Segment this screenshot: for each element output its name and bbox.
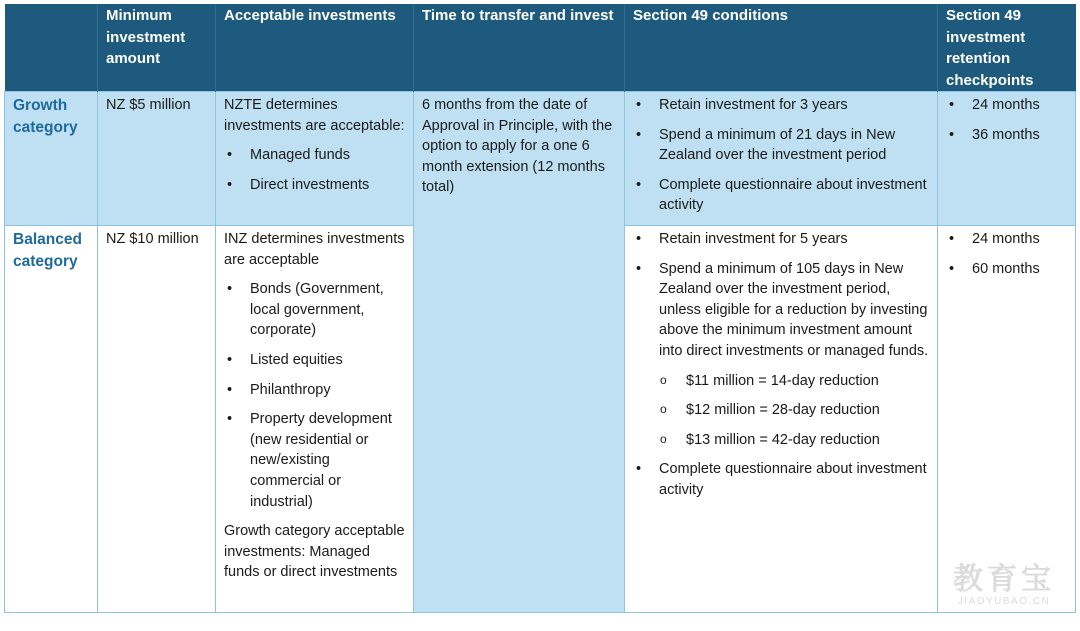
list-item: • Complete questionnaire about investment activity	[633, 459, 929, 500]
balanced-conditions-cell	[625, 226, 938, 613]
list-item: • Direct investments	[224, 175, 405, 196]
balanced-amount: NZ $10 million	[98, 226, 216, 613]
list-item: • Retain investment for 5 years	[633, 229, 929, 250]
growth-conditions-list	[633, 95, 929, 216]
table-row-growth	[5, 92, 1076, 226]
header-blank	[5, 4, 98, 92]
header-retention-checkpoints: Section 49 investment retention checkpoints	[938, 4, 1076, 92]
list-item: o $13 million = 42-day reduction	[659, 430, 929, 451]
list-item: • Property development (new residential or new/existing commercial or industrial)	[224, 409, 405, 512]
header-minimum-amount: Minimum investment amount	[98, 4, 216, 92]
balanced-checkpoints-list	[946, 229, 1067, 279]
growth-investments-cell	[216, 92, 414, 226]
list-item: o $11 million = 14-day reduction	[659, 371, 929, 392]
growth-investments-intro: NZTE determines investments are acceptable:	[224, 97, 405, 134]
watermark-sub: JIAOYUBAO.CN	[957, 596, 1051, 607]
list-item: • Listed equities	[224, 350, 405, 371]
growth-amount: NZ $5 million	[98, 92, 216, 226]
growth-conditions-cell	[625, 92, 938, 226]
list-item	[633, 259, 929, 451]
balanced-conditions-list	[633, 229, 929, 501]
growth-checkpoints-list	[946, 95, 1067, 145]
balanced-investments-intro: INZ determines investments are acceptable	[224, 231, 405, 268]
list-item: • 36 months	[946, 125, 1067, 146]
balanced-investments-note: Growth category acceptable investments: Managed funds or direct investments	[224, 523, 405, 581]
header-time-to-transfer: Time to transfer and invest	[414, 4, 625, 92]
list-item: • Managed funds	[224, 145, 405, 166]
list-item: • Complete questionnaire about investment activity	[633, 175, 929, 216]
list-item: • Bonds (Government, local government, corporate)	[224, 279, 405, 341]
condition-text: Spend a minimum of 105 days in New Zealand over the investment period, unless eligible for a reduction by investing above the minimum investment amount into direct investments or managed funds.	[659, 260, 929, 359]
header-section-49-conditions: Section 49 conditions	[625, 4, 938, 92]
growth-checkpoints-cell	[938, 92, 1076, 226]
transfer-time: 6 months from the date of Approval in Principle, with the option to apply for a one 6 month extension (12 months total)	[414, 92, 625, 613]
list-item: • 60 months	[946, 259, 1067, 280]
list-item: o $12 million = 28-day reduction	[659, 400, 929, 421]
balanced-category-label: Balanced category	[5, 226, 98, 613]
balanced-checkpoints-cell	[938, 226, 1076, 613]
list-item: • 24 months	[946, 229, 1067, 250]
watermark-main: 教育宝	[953, 562, 1055, 597]
reductions-list	[659, 371, 929, 451]
investment-category-table	[4, 4, 1076, 613]
list-item: • 24 months	[946, 95, 1067, 116]
balanced-investments-list	[224, 279, 405, 512]
header-acceptable-investments: Acceptable investments	[216, 4, 414, 92]
list-item: • Retain investment for 3 years	[633, 95, 929, 116]
list-item: • Spend a minimum of 21 days in New Zealand over the investment period	[633, 125, 929, 166]
list-item: • Philanthropy	[224, 380, 405, 401]
growth-category-label: Growth category	[5, 92, 98, 226]
header-row	[5, 4, 1076, 92]
growth-investments-list	[224, 145, 405, 195]
balanced-investments-cell	[216, 226, 414, 613]
